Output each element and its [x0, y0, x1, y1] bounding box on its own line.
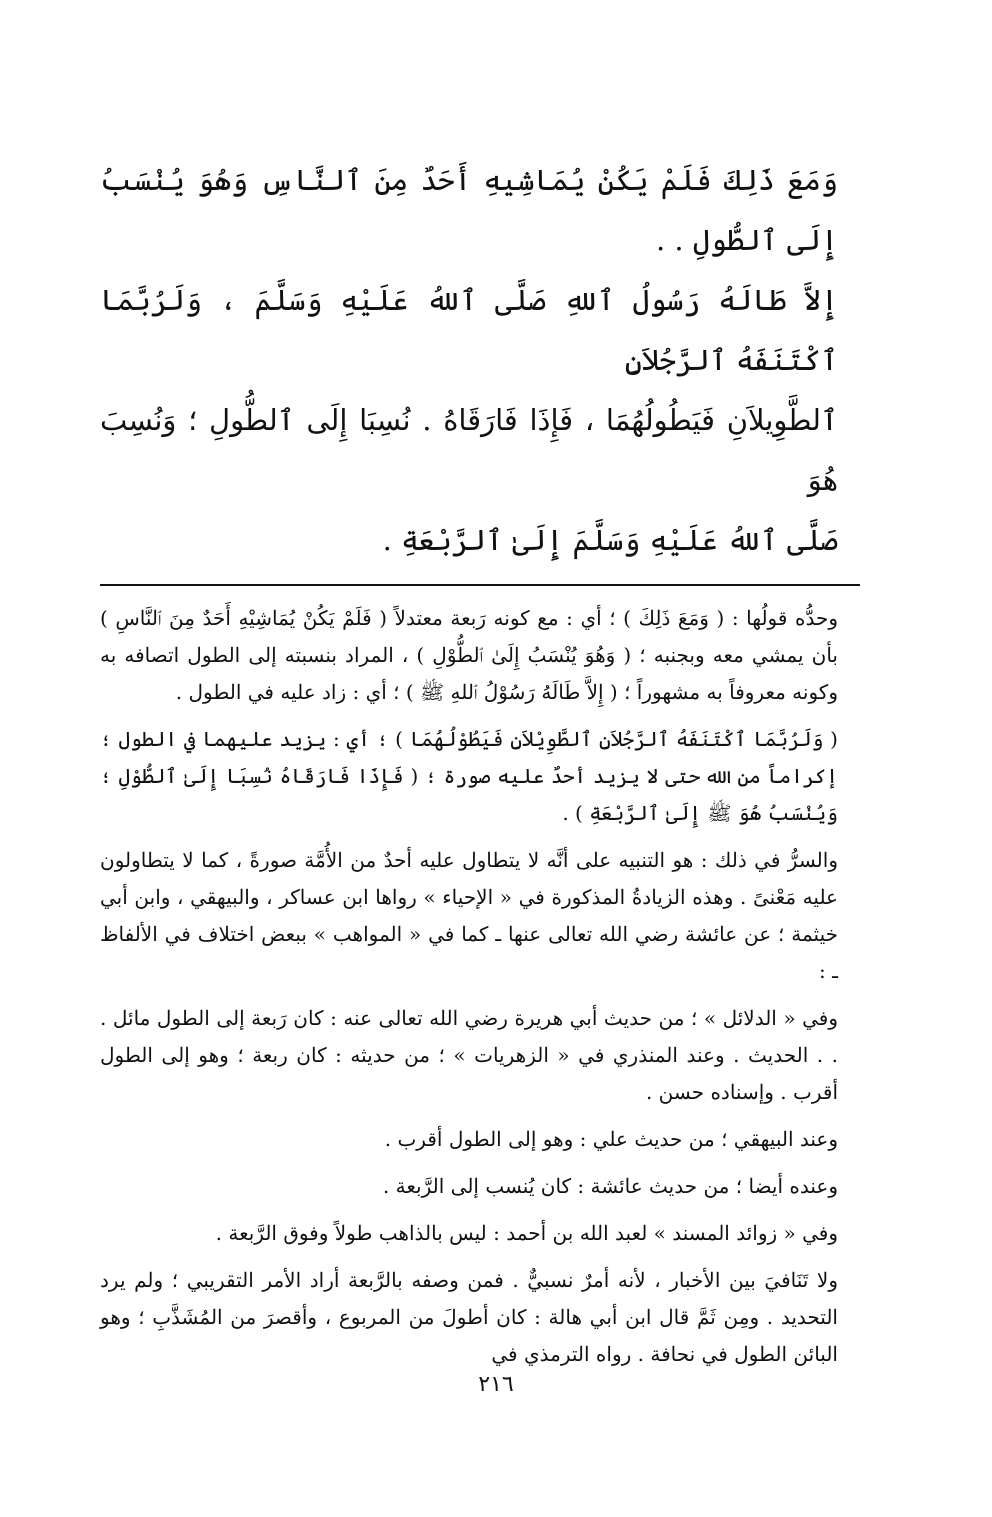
- separator-rule: [100, 584, 860, 586]
- main-text-line: صَلَّى ٱللهُ عَلَيْهِ وَسَلَّمَ إِلَىٰ ٱلرَّبْعَةِ .: [382, 523, 838, 557]
- commentary-paragraph: وعند البيهقي ؛ من حديث علي : وهو إلى الطول أقرب .: [384, 1127, 838, 1151]
- commentary-paragraph: وفي « زوائد المسند » لعبد الله بن أحمد : ليس بالذاهب طولاً وفوق الرَّبعة .: [215, 1221, 838, 1245]
- main-text-line: وَمَعَ ذَلِكَ فَلَمْ يَكُنْ يُمَاشِيهِ أَحَدٌ مِنَ ٱلنَّاسِ وَهُوَ يُنْسَبُ إِلَى ٱلطُّولِ . .: [100, 163, 838, 257]
- page-number: ٢١٦: [478, 1372, 514, 1397]
- commentary-paragraph: ( وَلَرُبَّمَا ٱكْتَنَفَهُ ٱلرَّجُلاَنِ ٱلطَّوِيْلاَنِ فَيَطُوْلُهُمَا ) ؛ أي : يزيد عليهما في الطول ؛ إكراماً من الله حتى لا يزيد أحدٌ عليه صورة ؛ ( فَإِذَا فَارَقَاهُ نُسِبَا إِلَىٰ ٱلطُّوْلِ ؛ وَيُنْسَبُ هُوَ ﷺ إِلَىٰ ٱلرَّبْعَةِ ) .: [100, 727, 838, 825]
- commentary-paragraph: ولا تَنَافيَ بين الأخبار ، لأنه أمرٌ نسبيٌّ . فمن وصفه بالرَّبعة أراد الأمر التقريبي ؛ ولم يرد التحديد . ومِن ثَمَّ قال ابن أبي هالة : كان أطولَ من المربوع ، وأقصرَ من المُشَذَّبِ ؛ وهو البائن الطول في نحافة . رواه الترمذي في: [100, 1268, 838, 1366]
- page-body: [100, 150, 838, 1383]
- commentary-paragraph: والسرُّ في ذلك : هو التنبيه على أنَّه لا يتطاول عليه أحدٌ من الأُمَّة صورةً ، كما لا يتطاولون عليه مَعْنىً . وهذه الزيادةُ المذكورة في « الإحياء » رواها ابن عساكر ، والبيهقي ، وابن أبي خيثمة ؛ عن عائشة رضي الله تعالى عنها ـ كما في « المواهب » ببعض اختلاف في الألفاظ ـ :: [100, 848, 838, 983]
- main-text-line: ٱلطَّوِيلاَنِ فَيَطُولُهُمَا ، فَإِذَا فَارَقَاهُ . نُسِبَا إِلَى ٱلطُّولِ ؛ وَنُسِبَ هُوَ: [100, 403, 838, 497]
- commentary-block: [100, 600, 838, 1373]
- commentary-paragraph: وفي « الدلائل » ؛ من حديث أبي هريرة رضي الله تعالى عنه : كان رَبعة إلى الطول مائل . . . الحديث . وعند المنذري في « الزهريات » ؛ من حديثه : كان ربعة ؛ وهو إلى الطول أقرب . وإسناده حسن .: [100, 1006, 838, 1104]
- main-text-line: إِلاَّ طَالَهُ رَسُولُ ٱللهِ صَلَّى ٱللهُ عَلَيْهِ وَسَلَّمَ ، وَلَرُبَّمَا ٱكْتَنَفَهُ ٱلرَّجُلاَنِ: [100, 283, 838, 377]
- commentary-paragraph: وحدُّه قولُها : ( وَمَعَ ذَلِكَ ) ؛ أي : مع كونه رَبعة معتدلاً ( فَلَمْ يَكُنْ يُمَاشِيْهِ أَحَدٌ مِنَ ٱلنَّاسِ ) بأن يمشي معه وبجنبه ؛ ( وَهُوَ يُنْسَبُ إِلَىٰ ٱلطُّوْلِ ) ، المراد بنسبته إلى الطول اتصافه به وكونه معروفاً به مشهوراً ؛ ( إِلاَّ طَالَهُ رَسُوْلُ ٱللهِ ﷺ ) ؛ أي : زاد عليه في الطول .: [100, 606, 838, 704]
- commentary-paragraph: وعنده أيضا ؛ من حديث عائشة : كان يُنسب إلى الرَّبعة .: [382, 1174, 838, 1198]
- main-text-block: [100, 150, 838, 570]
